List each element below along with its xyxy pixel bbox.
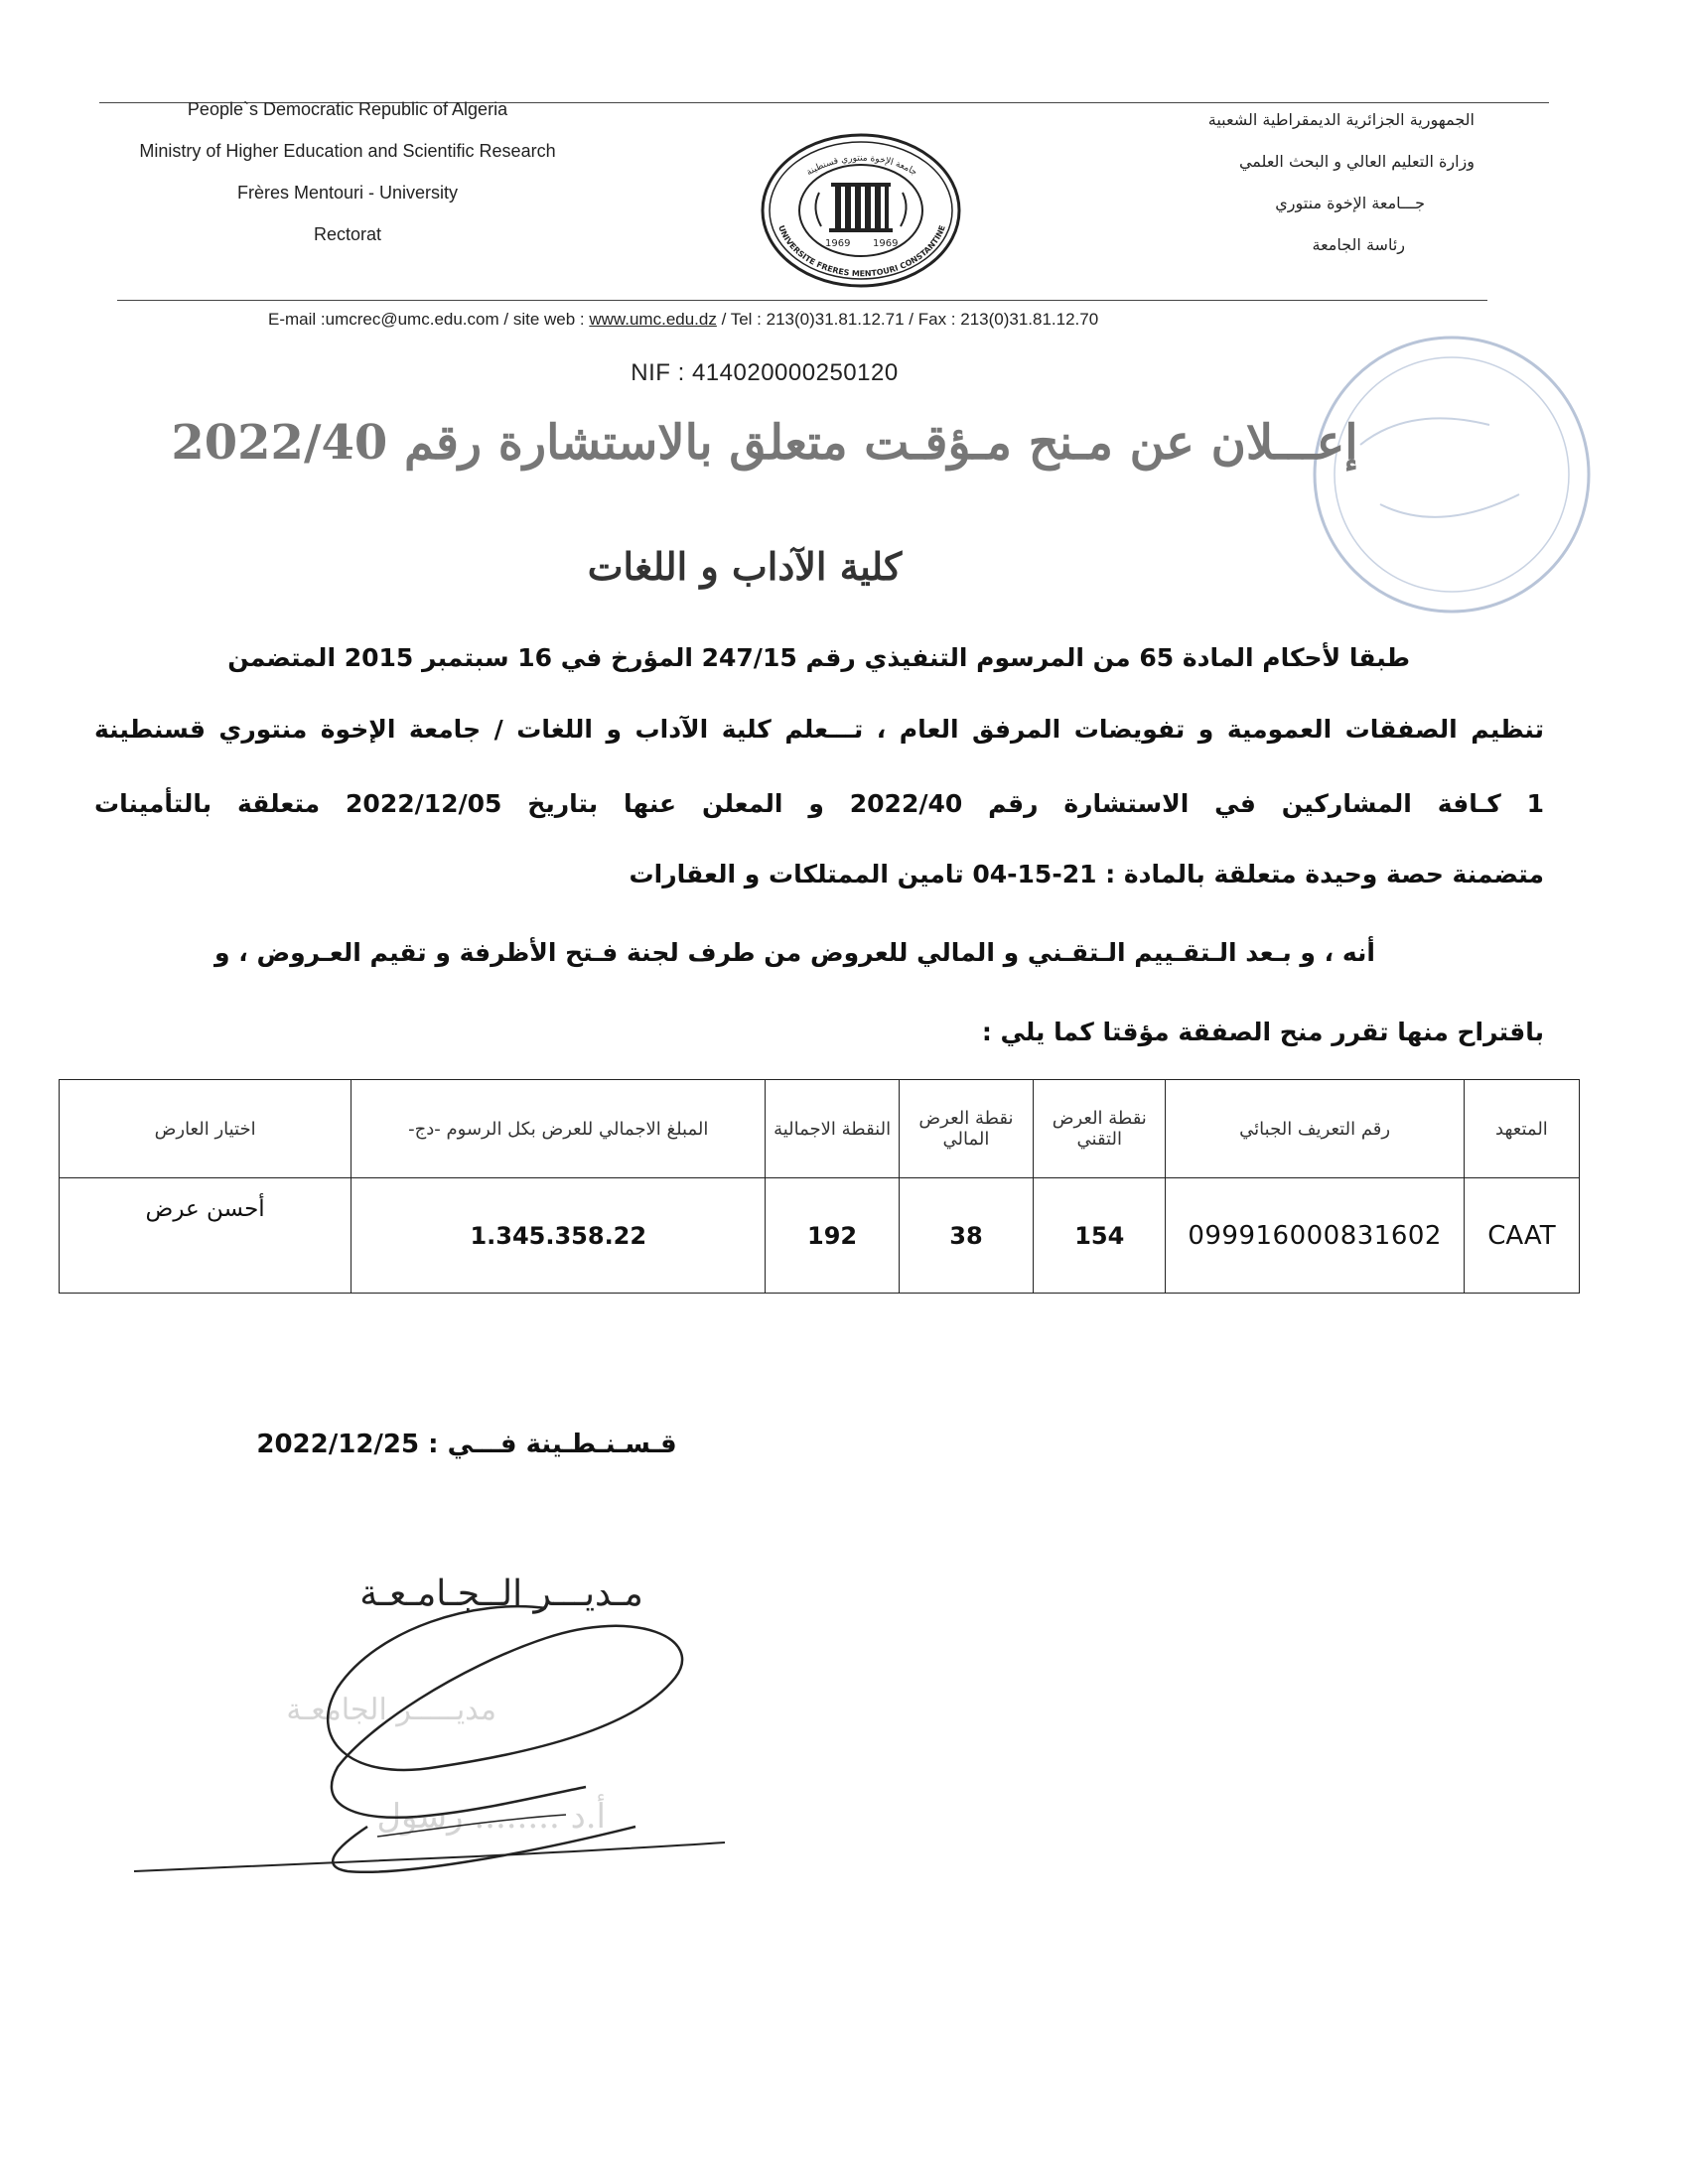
logo-year-right: 1969 <box>873 238 899 249</box>
cell-selection: أحسن عرض <box>60 1178 352 1294</box>
header-arabic-line-2: وزارة التعليم العالي و البحث العلمي <box>1238 152 1475 171</box>
header-total-amount: المبلغ الاجمالي للعرض بكل الرسوم -دج- <box>352 1080 766 1178</box>
contact-line <box>268 310 1098 330</box>
faded-stamp-line-1: مديـــــر الجامعـة <box>286 1693 496 1727</box>
header-selection: اختيار العارض <box>60 1080 352 1178</box>
header-arabic <box>1132 107 1475 274</box>
cell-total-score: 192 <box>766 1178 900 1294</box>
site-label: / site web : <box>498 310 590 329</box>
header-total-score: النقطة الاجمالية <box>766 1080 900 1178</box>
table-row <box>60 1178 1580 1294</box>
cell-total-amount: 1.345.358.22 <box>352 1178 766 1294</box>
body-line-2: تنظيم الصفقات العمومية و تفويضات المرفق العام ، تـــعلم كلية الآداب و اللغات / جامعة الإخوة منتوري قسنطينة <box>94 715 1544 744</box>
body-line-1: طبقا لأحكام المادة 65 من المرسوم التنفيذي رقم 247/15 المؤرخ في 16 سبتمبر 2015 المتضمن <box>227 643 1410 672</box>
table-header-row <box>60 1080 1580 1178</box>
header-english <box>79 95 616 262</box>
site-url-link[interactable]: www.umc.edu.dz <box>589 310 717 329</box>
email-label: E-mail :umcrec@umc.edu.com <box>268 310 499 329</box>
body-line-6: باقتراح منها تقرر منح الصفقة مؤقتا كما يلي : <box>981 1018 1544 1046</box>
header-bidder: المتعهد <box>1464 1080 1579 1178</box>
results-table <box>59 1079 1580 1294</box>
header-english-line-4: Rectorat <box>313 224 382 244</box>
header-english-line-2: Ministry of Higher Education and Scientific Research <box>139 141 556 161</box>
cell-tax-id: 099916000831602 <box>1166 1178 1464 1294</box>
header-english-line-3: Frères Mentouri - University <box>236 183 459 203</box>
body-line-4: متضمنة حصة وحيدة متعلقة بالمادة : 21-15-04 تامين الممتلكات و العقارات <box>629 860 1544 888</box>
logo-text-top: جامعة الإخوة منتوري قسنطينة <box>804 153 919 179</box>
faculty-subtitle: كلية الآداب و اللغات <box>587 544 903 589</box>
official-stamp <box>1291 316 1609 633</box>
place-date: قـسـنـطـينة فـــي : 2022/12/25 <box>256 1430 677 1459</box>
header-arabic-line-3: جـــامعة الإخوة منتوري <box>1275 194 1425 212</box>
logo-year-left: 1969 <box>825 238 851 249</box>
header-english-line-1: People`s Democratic Republic of Algeria <box>187 99 508 119</box>
header-technical-score: نقطة العرض التقني <box>1034 1080 1166 1178</box>
cell-financial-score: 38 <box>899 1178 1033 1294</box>
logo-text-bottom: UNIVERSITE FRERES MENTOURI CONSTANTINE <box>776 223 947 279</box>
header-tax-id: رقم التعريف الجبائي <box>1166 1080 1464 1178</box>
university-logo <box>760 131 963 290</box>
faded-stamp-line-2: أ.د ........ رسول <box>376 1797 606 1837</box>
director-title: مـديـــر الــجـامـعـة <box>359 1573 643 1614</box>
cell-bidder: CAAT <box>1464 1178 1579 1294</box>
page-title: إعـــلان عن مـنح مـؤقـت متعلق بالاستشارة رقم 2022/40 <box>171 415 1358 471</box>
cell-technical-score: 154 <box>1034 1178 1166 1294</box>
header-financial-score: نقطة العرض المالي <box>899 1080 1033 1178</box>
nif-number: NIF : 414020000250120 <box>631 359 899 386</box>
handwritten-signature <box>119 1569 755 1896</box>
tel-fax: / Tel : 213(0)31.81.12.71 / Fax : 213(0)31.81.12.70 <box>716 310 1099 329</box>
header-arabic-line-1: الجمهورية الجزائرية الديمقراطية الشعبية <box>1207 110 1475 129</box>
header-arabic-line-4: رئاسة الجامعة <box>1312 235 1405 254</box>
body-line-5: أنه ، و بـعد الـتقـييم الـتقـني و المالي للعروض من طرف لجنة فـتح الأظرفة و تقيم العـروض ، و <box>214 938 1375 967</box>
body-line-3: 1 كـافة المشاركين في الاستشارة رقم 2022/40 و المعلن عنها بتاريخ 2022/12/05 متعلقة بالتأمينات <box>94 789 1544 818</box>
